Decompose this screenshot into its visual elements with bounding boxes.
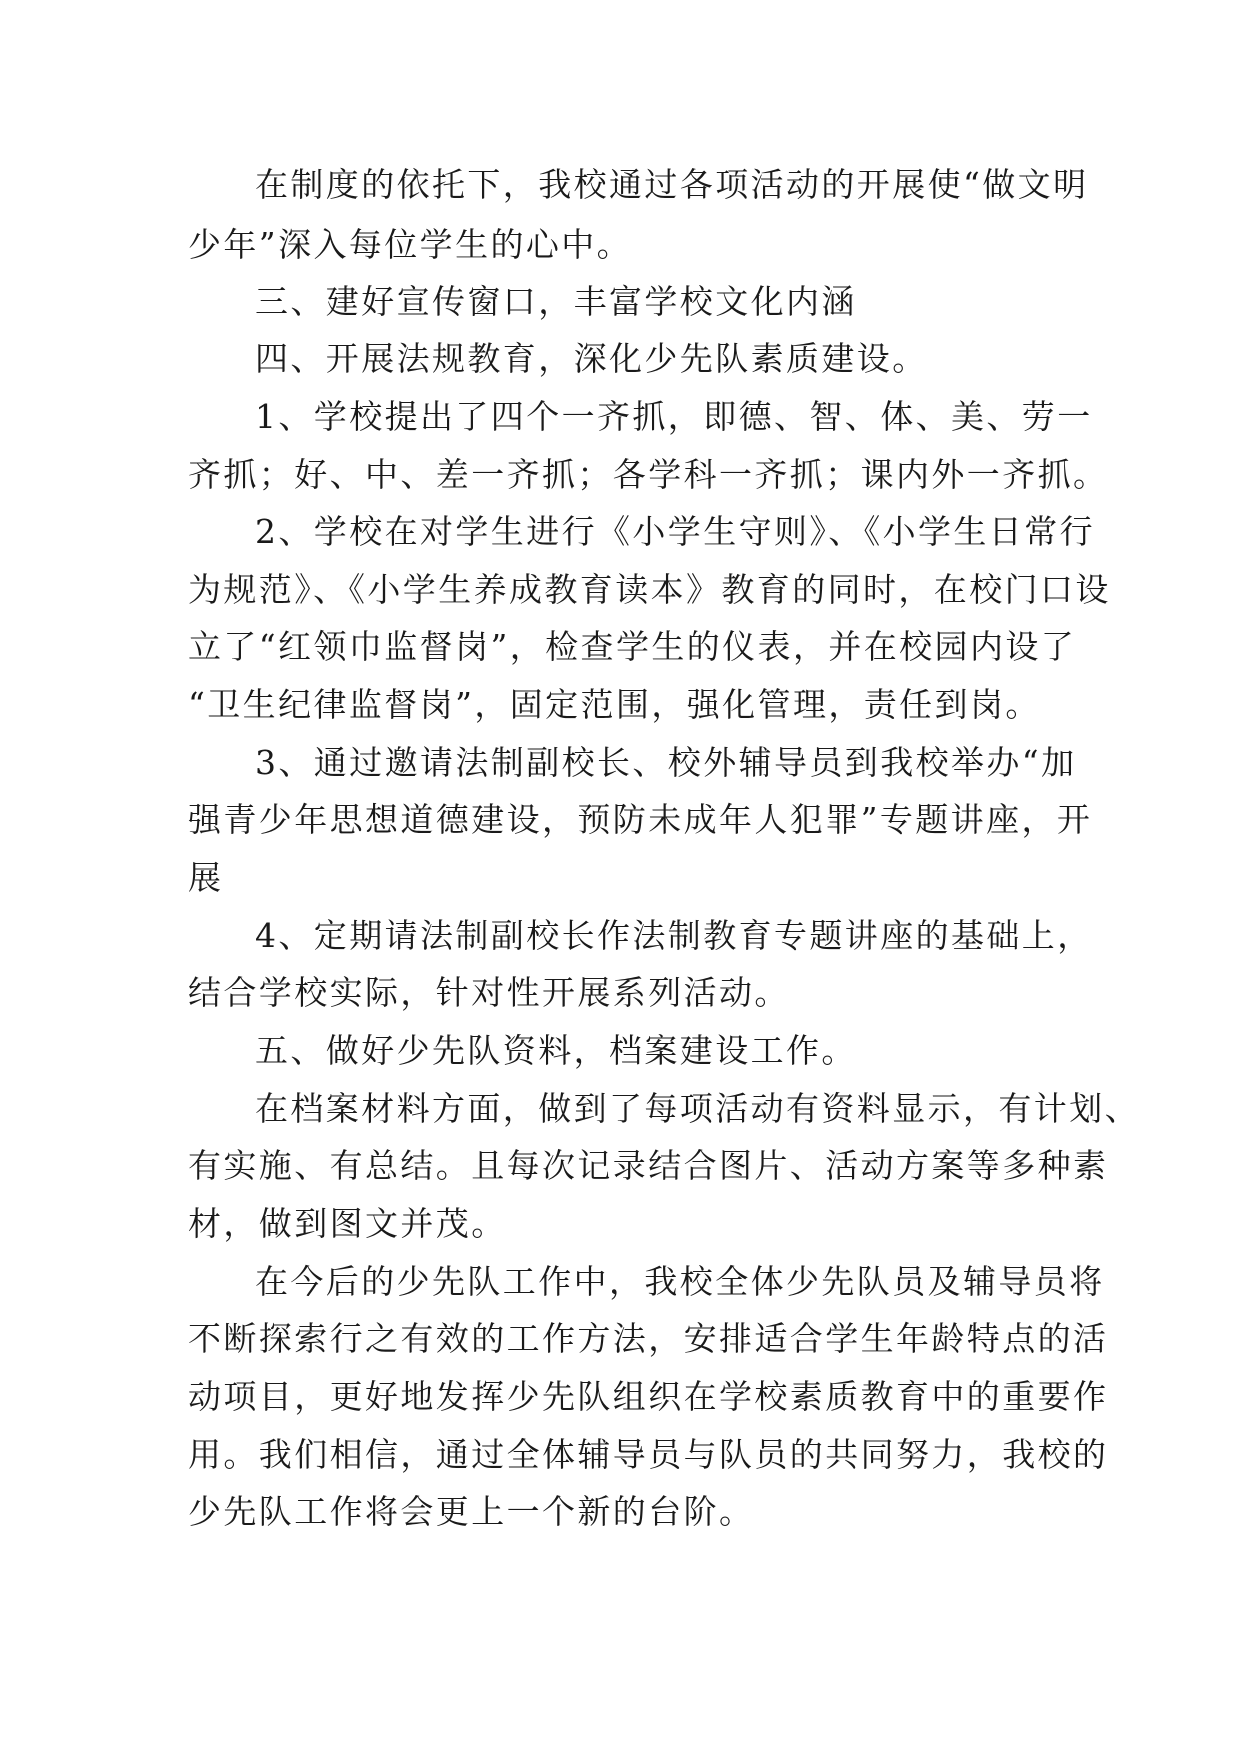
text-line: 展: [188, 858, 224, 897]
text-line: 结合学校实际，针对性开展系列活动。: [188, 973, 790, 1012]
text-line: 材，做到图文并茂。: [188, 1204, 507, 1243]
text-line: 少先队工作将会更上一个新的台阶。: [188, 1492, 755, 1531]
text-line: 少年”深入每位学生的心中。: [188, 225, 633, 264]
text-line: 在制度的依托下，我校通过各项活动的开展使“做文明: [255, 165, 1089, 204]
text-line: 齐抓；好、中、差一齐抓；各学科一齐抓；课内外一齐抓。: [188, 455, 1109, 494]
section-heading: 五、做好少先队资料，档案建设工作。: [255, 1031, 857, 1070]
text-line: 3、通过邀请法制副校长、校外辅导员到我校举办“加: [255, 743, 1077, 782]
text-line: 不断探索行之有效的工作方法，安排适合学生年龄特点的活: [188, 1319, 1109, 1358]
section-heading: 三、建好宣传窗口，丰富学校文化内涵: [255, 282, 857, 321]
text-line: 在档案材料方面，做到了每项活动有资料显示，有计划、: [255, 1089, 1140, 1128]
text-line: 在今后的少先队工作中，我校全体少先队员及辅导员将: [255, 1262, 1105, 1301]
text-line: 4、定期请法制副校长作法制教育专题讲座的基础上，: [255, 916, 1093, 955]
text-line: “卫生纪律监督岗”，固定范围，强化管理，责任到岗。: [188, 685, 1041, 724]
text-line: 有实施、有总结。且每次记录结合图片、活动方案等多种素: [188, 1146, 1109, 1185]
text-line: 为规范》、《小学生养成教育读本》教育的同时，在校门口设: [188, 570, 1111, 609]
text-line: 立了“红领巾监督岗”，检查学生的仪表，并在校园内设了: [188, 627, 1077, 666]
text-line: 动项目，更好地发挥少先队组织在学校素质教育中的重要作: [188, 1377, 1109, 1416]
text-line: 2、学校在对学生进行《小学生守则》、《小学生日常行: [255, 512, 1095, 551]
text-line: 强青少年思想道德建设，预防未成年人犯罪”专题讲座，开: [188, 800, 1093, 839]
text-line: 用。我们相信，通过全体辅导员与队员的共同努力，我校的: [188, 1435, 1109, 1474]
section-heading: 四、开展法规教育，深化少先队素质建设。: [255, 339, 928, 378]
text-line: 1、学校提出了四个一齐抓，即德、智、体、美、劳一: [255, 397, 1093, 436]
